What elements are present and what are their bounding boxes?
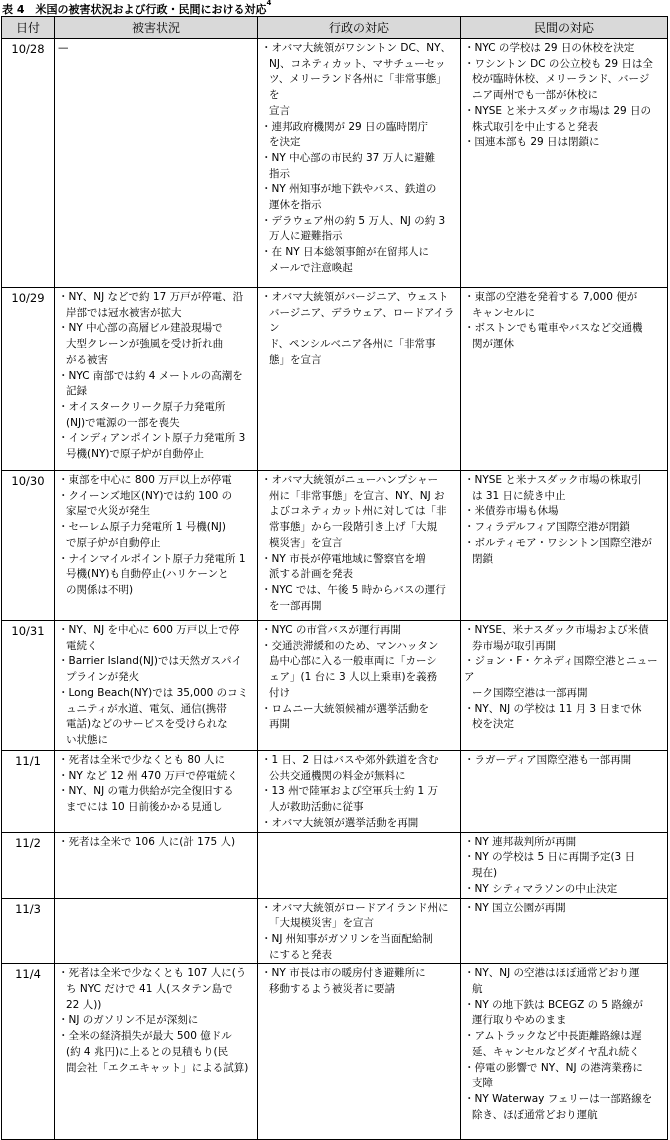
private-item-line: 延、キャンセルなどダイヤ乱れ続く xyxy=(472,1045,640,1058)
damage-item-line: ・Long Beach(NY)では 35,000 のコミ xyxy=(58,686,249,699)
header-government: 行政の対応 xyxy=(258,17,461,39)
damage-item-line: ・東部を中心に 800 万戸以上が停電 xyxy=(58,474,232,486)
private-item-line: ・NYSE と米ナスダック市場は 29 日の xyxy=(464,104,652,117)
government-item-line: ・NY 市長は市の暖房付き避難所に xyxy=(261,967,426,980)
damage-item-line: ・全米の経済損失が最大 500 億ドル xyxy=(58,1030,232,1043)
header-private: 民間の対応 xyxy=(461,17,668,39)
private-item-line: ーク国際空港は一部再開 xyxy=(472,686,588,699)
damage-item-line: で原子炉が自動停止 xyxy=(66,536,161,549)
damage-item-line: ・NYC 南部では約 4 メートルの高潮を xyxy=(58,369,243,382)
table-title xyxy=(2,1,271,17)
government-cell xyxy=(258,471,461,621)
damage-item-line: 号機(NY)も自動停止(ハリケーンと xyxy=(66,568,229,581)
private-item-line: ・米債券市場も休場 xyxy=(464,505,559,518)
private-item-line: ・停電の影響で NY、NJ の港湾業務に xyxy=(464,1061,643,1074)
damage-item-line: ・NJ のガソリン不足が深刻に xyxy=(58,1014,199,1027)
government-item-line: ド、ペンシルベニア各州に「非常事 xyxy=(269,338,436,351)
private-item-line: ・NY、NJ の空港はほぼ通常どおり運 xyxy=(464,967,640,980)
government-item-line: 態」を宣言 xyxy=(269,353,322,366)
government-cell xyxy=(258,288,461,471)
private-item-line: 関が運休 xyxy=(472,338,514,351)
private-item-line: 券市場が取引再開 xyxy=(472,639,556,652)
damage-item-line: プラインが発火 xyxy=(66,671,140,684)
government-item-line: 常事態」から一段階引き上げ「大規 xyxy=(269,521,437,534)
government-item-line: NJ、コネティカット、マサチューセッ xyxy=(269,57,446,70)
private-item-line: ニア両州でも一部が休校に xyxy=(472,89,598,102)
government-cell xyxy=(258,751,461,833)
private-item-line: 現在) xyxy=(472,866,498,879)
damage-item-line: 電続く xyxy=(66,639,98,652)
damage-item-line: がる被害 xyxy=(66,353,108,366)
private-item-line: 閉鎖 xyxy=(472,552,493,565)
government-item-line: 模災害」を宣言 xyxy=(269,536,343,549)
table-row xyxy=(2,898,668,964)
private-item-line: 支障 xyxy=(472,1077,493,1090)
date-cell: 11/4 xyxy=(2,964,55,1140)
private-item-line: ・NYSE、米ナスダック市場および米債 xyxy=(464,624,649,636)
government-item-line: ・NY 州知事が地下鉄やバス、鉄道の xyxy=(261,183,437,196)
damage-cell xyxy=(55,471,258,621)
government-item-line: にすると発表 xyxy=(269,948,332,961)
private-cell xyxy=(461,471,668,621)
date-cell: 11/1 xyxy=(2,751,55,833)
government-item-line: ・1 日、2 日はバスや郊外鉄道を含む xyxy=(261,754,439,766)
damage-item-line: 間会社「エクエキャット」による試算) xyxy=(66,1061,249,1074)
private-item-line: ・ラガーディア国際空港も一部再開 xyxy=(464,754,632,766)
government-item-line: ・NYC では、午後 5 時からバスの運行 xyxy=(261,583,446,596)
damage-item-line: — xyxy=(58,42,69,54)
government-item-line: 州に「非常事態」を宣言、NY、NJ お xyxy=(269,489,445,502)
private-item-line: 除き、ほぼ通常どおり運航 xyxy=(472,1108,598,1121)
damage-item-line: 記録 xyxy=(66,385,87,398)
private-item-line: 航 xyxy=(472,983,483,996)
damage-cell xyxy=(55,288,258,471)
header-date: 日付 xyxy=(2,17,55,39)
private-item-line: ・NY Waterway フェリーは一部路線を xyxy=(464,1092,653,1105)
private-item-line: ・フィラデルフィア国際空港が閉鎖 xyxy=(464,521,630,534)
damage-item-line: ・オイスタークリーク原子力発電所 xyxy=(58,400,226,413)
damage-cell xyxy=(55,832,258,898)
header-row xyxy=(2,17,668,39)
private-item-line: ・ジョン・F・ケネディ国際空港とニューア xyxy=(464,655,658,684)
private-item-line: ・ワシントン DC の公立校も 29 日は全 xyxy=(464,57,653,70)
government-item-line: ・オバマ大統領がロードアイランド州に xyxy=(261,901,449,914)
government-item-line: ・オバマ大統領がバージニア、ウェスト xyxy=(261,291,449,303)
damage-cell xyxy=(55,964,258,1140)
us-damage-response-table xyxy=(1,16,668,1140)
government-cell xyxy=(258,39,461,288)
damage-cell xyxy=(55,39,258,288)
government-item-line: ツ、メリーランド各州に「非常事態」を xyxy=(269,73,447,102)
private-item-line: ・NY の地下鉄は BCEGZ の 5 路線が xyxy=(464,998,643,1011)
damage-item-line: ・NY、NJ の電力供給が完全復旧する xyxy=(58,785,234,798)
table-title-text: 表 4 米国の被害状況および行政・民間における対応 xyxy=(2,3,267,16)
table-row xyxy=(2,751,668,833)
private-item-line: は 31 日に続き中止 xyxy=(472,489,566,502)
footnote-marker: 4 xyxy=(266,0,272,7)
private-item-line: ・NYC の学校は 29 日の休校を決定 xyxy=(464,42,635,54)
government-item-line: バージニア、デラウェア、ロードアイラン xyxy=(269,306,455,335)
damage-item-line: (約 4 兆円)に上るとの見積もり(民 xyxy=(66,1045,229,1058)
damage-item-line: 家屋で火災が発生 xyxy=(66,505,150,518)
damage-item-line: ・死者は全米で 106 人に(計 175 人) xyxy=(58,835,236,848)
government-item-line: 万人に避難指示 xyxy=(269,230,343,243)
private-item-line: ・アムトラックなど中長距離路線は遅 xyxy=(464,1030,642,1043)
government-item-line: よびコネティカット州に対しては「非 xyxy=(269,505,447,518)
date-cell: 10/29 xyxy=(2,288,55,471)
damage-cell xyxy=(55,621,258,751)
table-body xyxy=(2,39,668,1140)
private-cell xyxy=(461,288,668,471)
damage-item-line: ュニティが水道、電気、通信(携帯 xyxy=(66,702,227,715)
government-item-line: を決定 xyxy=(269,136,301,149)
damage-item-line: ・Barrier Island(NJ)では天然ガスパイ xyxy=(58,655,243,668)
government-item-line: ・交通渋滞緩和のため、マンハッタン xyxy=(261,639,439,652)
government-item-line: ・NJ 州知事がガソリンを当面配給制 xyxy=(261,932,433,945)
table-row xyxy=(2,39,668,288)
damage-item-line: 岸部では冠水被害が拡大 xyxy=(66,306,182,319)
date-cell: 10/30 xyxy=(2,471,55,621)
government-item-line: ・13 州で陸軍および空軍兵士約 1 万 xyxy=(261,785,439,798)
damage-item-line: ・インディアンポイント原子力発電所 3 xyxy=(58,432,246,445)
damage-item-line: ・NY、NJ などで約 17 万戸が停電、沿 xyxy=(58,291,244,303)
government-item-line: 人が救助活動に従事 xyxy=(269,801,364,814)
private-item-line: ・NY の学校は 5 日に再開予定(3 日 xyxy=(464,851,636,864)
government-item-line: ・オバマ大統領がニューハンプシャー xyxy=(261,474,439,486)
damage-item-line: ・ナインマイルポイント原子力発電所 1 xyxy=(58,552,246,565)
government-item-line: 派する計画を発表 xyxy=(269,568,353,581)
private-cell xyxy=(461,751,668,833)
damage-item-line: ・死者は全米で少なくとも 80 人に xyxy=(58,754,226,766)
government-item-line: ェア」(1 台に 3 人以上乗車)を義務 xyxy=(269,671,438,684)
damage-item-line: い状態に xyxy=(66,733,108,746)
damage-item-line: ち NYC だけで 41 人(スタテン島で xyxy=(66,983,233,996)
government-item-line: ・在 NY 日本総領事館が在留邦人に xyxy=(261,246,429,259)
damage-cell xyxy=(55,751,258,833)
government-item-line: 再開 xyxy=(269,718,290,731)
damage-item-line: 号機(NY)で原子炉が自動停止 xyxy=(66,448,204,461)
damage-item-line: ・NY、NJ を中心に 600 万戸以上で停 xyxy=(58,624,240,636)
private-item-line: ・ボルティモア・ワシントン国際空港が xyxy=(464,536,652,549)
government-cell xyxy=(258,832,461,898)
government-cell xyxy=(258,621,461,751)
government-item-line: ・連邦政府機関が 29 日の臨時閉庁 xyxy=(261,120,429,133)
date-cell: 10/31 xyxy=(2,621,55,751)
private-cell xyxy=(461,832,668,898)
government-item-line: 指示 xyxy=(269,167,290,180)
private-cell xyxy=(461,964,668,1140)
table-row xyxy=(2,832,668,898)
private-item-line: ・NY シティマラソンの中止決定 xyxy=(464,882,618,895)
damage-item-line: ・セーレム原子力発電所 1 号機(NJ) xyxy=(58,521,226,534)
government-item-line: ・デラウェア州の約 5 万人、NJ の約 3 xyxy=(261,214,446,227)
damage-item-line: (NJ)で電源の一部を喪失 xyxy=(66,416,180,429)
damage-item-line: 大型クレーンが強風を受け折れ曲 xyxy=(66,338,224,351)
government-item-line: 移動するよう被災者に要請 xyxy=(269,983,395,996)
damage-item-line: ・NY 中心部の高層ビル建設現場で xyxy=(58,322,223,335)
damage-item-line: ・死者は全米で少なくとも 107 人に(う xyxy=(58,967,247,980)
private-cell xyxy=(461,39,668,288)
government-item-line: ・ロムニー大統領候補が選挙活動を xyxy=(261,702,429,715)
table-row xyxy=(2,288,668,471)
government-item-line: ・NY 市長が停電地域に警察官を増 xyxy=(261,552,426,565)
table-row xyxy=(2,471,668,621)
government-item-line: ・NY 中心部の市民約 37 万人に避難 xyxy=(261,151,436,164)
date-cell: 11/2 xyxy=(2,832,55,898)
private-cell xyxy=(461,898,668,964)
private-item-line: ・NYSE と米ナスダック市場の株取引 xyxy=(464,474,642,486)
government-item-line: 宣言 xyxy=(269,104,290,117)
government-item-line: メールで注意喚起 xyxy=(269,261,353,274)
government-cell xyxy=(258,898,461,964)
private-item-line: ・ボストンでも電車やバスなど交通機 xyxy=(464,322,643,335)
damage-item-line: 22 人)) xyxy=(66,998,102,1011)
damage-item-line: 電話)などのサービスを受けられな xyxy=(66,718,228,731)
private-item-line: キャンセルに xyxy=(472,306,535,319)
government-item-line: 「大規模災害」を宣言 xyxy=(269,917,374,930)
government-item-line: 公共交通機関の料金が無料に xyxy=(269,769,406,782)
government-item-line: 運休を指示 xyxy=(269,199,322,212)
private-item-line: ・NY、NJ の学校は 11 月 3 日まで休 xyxy=(464,702,642,715)
date-cell: 10/28 xyxy=(2,39,55,288)
table-row xyxy=(2,964,668,1140)
header-damage: 被害状況 xyxy=(55,17,258,39)
government-item-line: ・NYC の市営バスが運行再開 xyxy=(261,624,401,636)
private-item-line: 運行取りやめのまま xyxy=(472,1014,567,1027)
government-cell xyxy=(258,964,461,1140)
damage-item-line: の関係は不明) xyxy=(66,583,134,596)
private-item-line: 校が臨時休校、メリーランド、バージ xyxy=(472,73,650,86)
government-item-line: 付け xyxy=(269,686,290,699)
government-item-line: ・オバマ大統領がワシントン DC、NY、 xyxy=(261,42,452,54)
private-item-line: ・NY 国立公園が再開 xyxy=(464,901,566,914)
government-item-line: を一部再開 xyxy=(269,599,322,612)
private-item-line: ・NY 連邦裁判所が再開 xyxy=(464,835,577,848)
government-item-line: 島中心部に入る一般車両に「カーシ xyxy=(269,655,437,668)
damage-cell xyxy=(55,898,258,964)
table-row xyxy=(2,621,668,751)
government-item-line: ・オバマ大統領が選挙活動を再開 xyxy=(261,816,419,829)
private-item-line: ・東部の空港を発着する 7,000 便が xyxy=(464,291,638,303)
date-cell: 11/3 xyxy=(2,898,55,964)
damage-item-line: ・NY など 12 州 470 万戸で停電続く xyxy=(58,769,238,782)
private-item-line: ・国連本部も 29 日は閉鎖に xyxy=(464,136,600,149)
private-cell xyxy=(461,621,668,751)
damage-item-line: までには 10 日前後かかる見通し xyxy=(66,801,223,814)
private-item-line: 株式取引を中止すると発表 xyxy=(472,120,598,133)
private-item-line: 校を決定 xyxy=(472,718,514,731)
damage-item-line: ・クイーンズ地区(NY)では約 100 の xyxy=(58,489,233,502)
